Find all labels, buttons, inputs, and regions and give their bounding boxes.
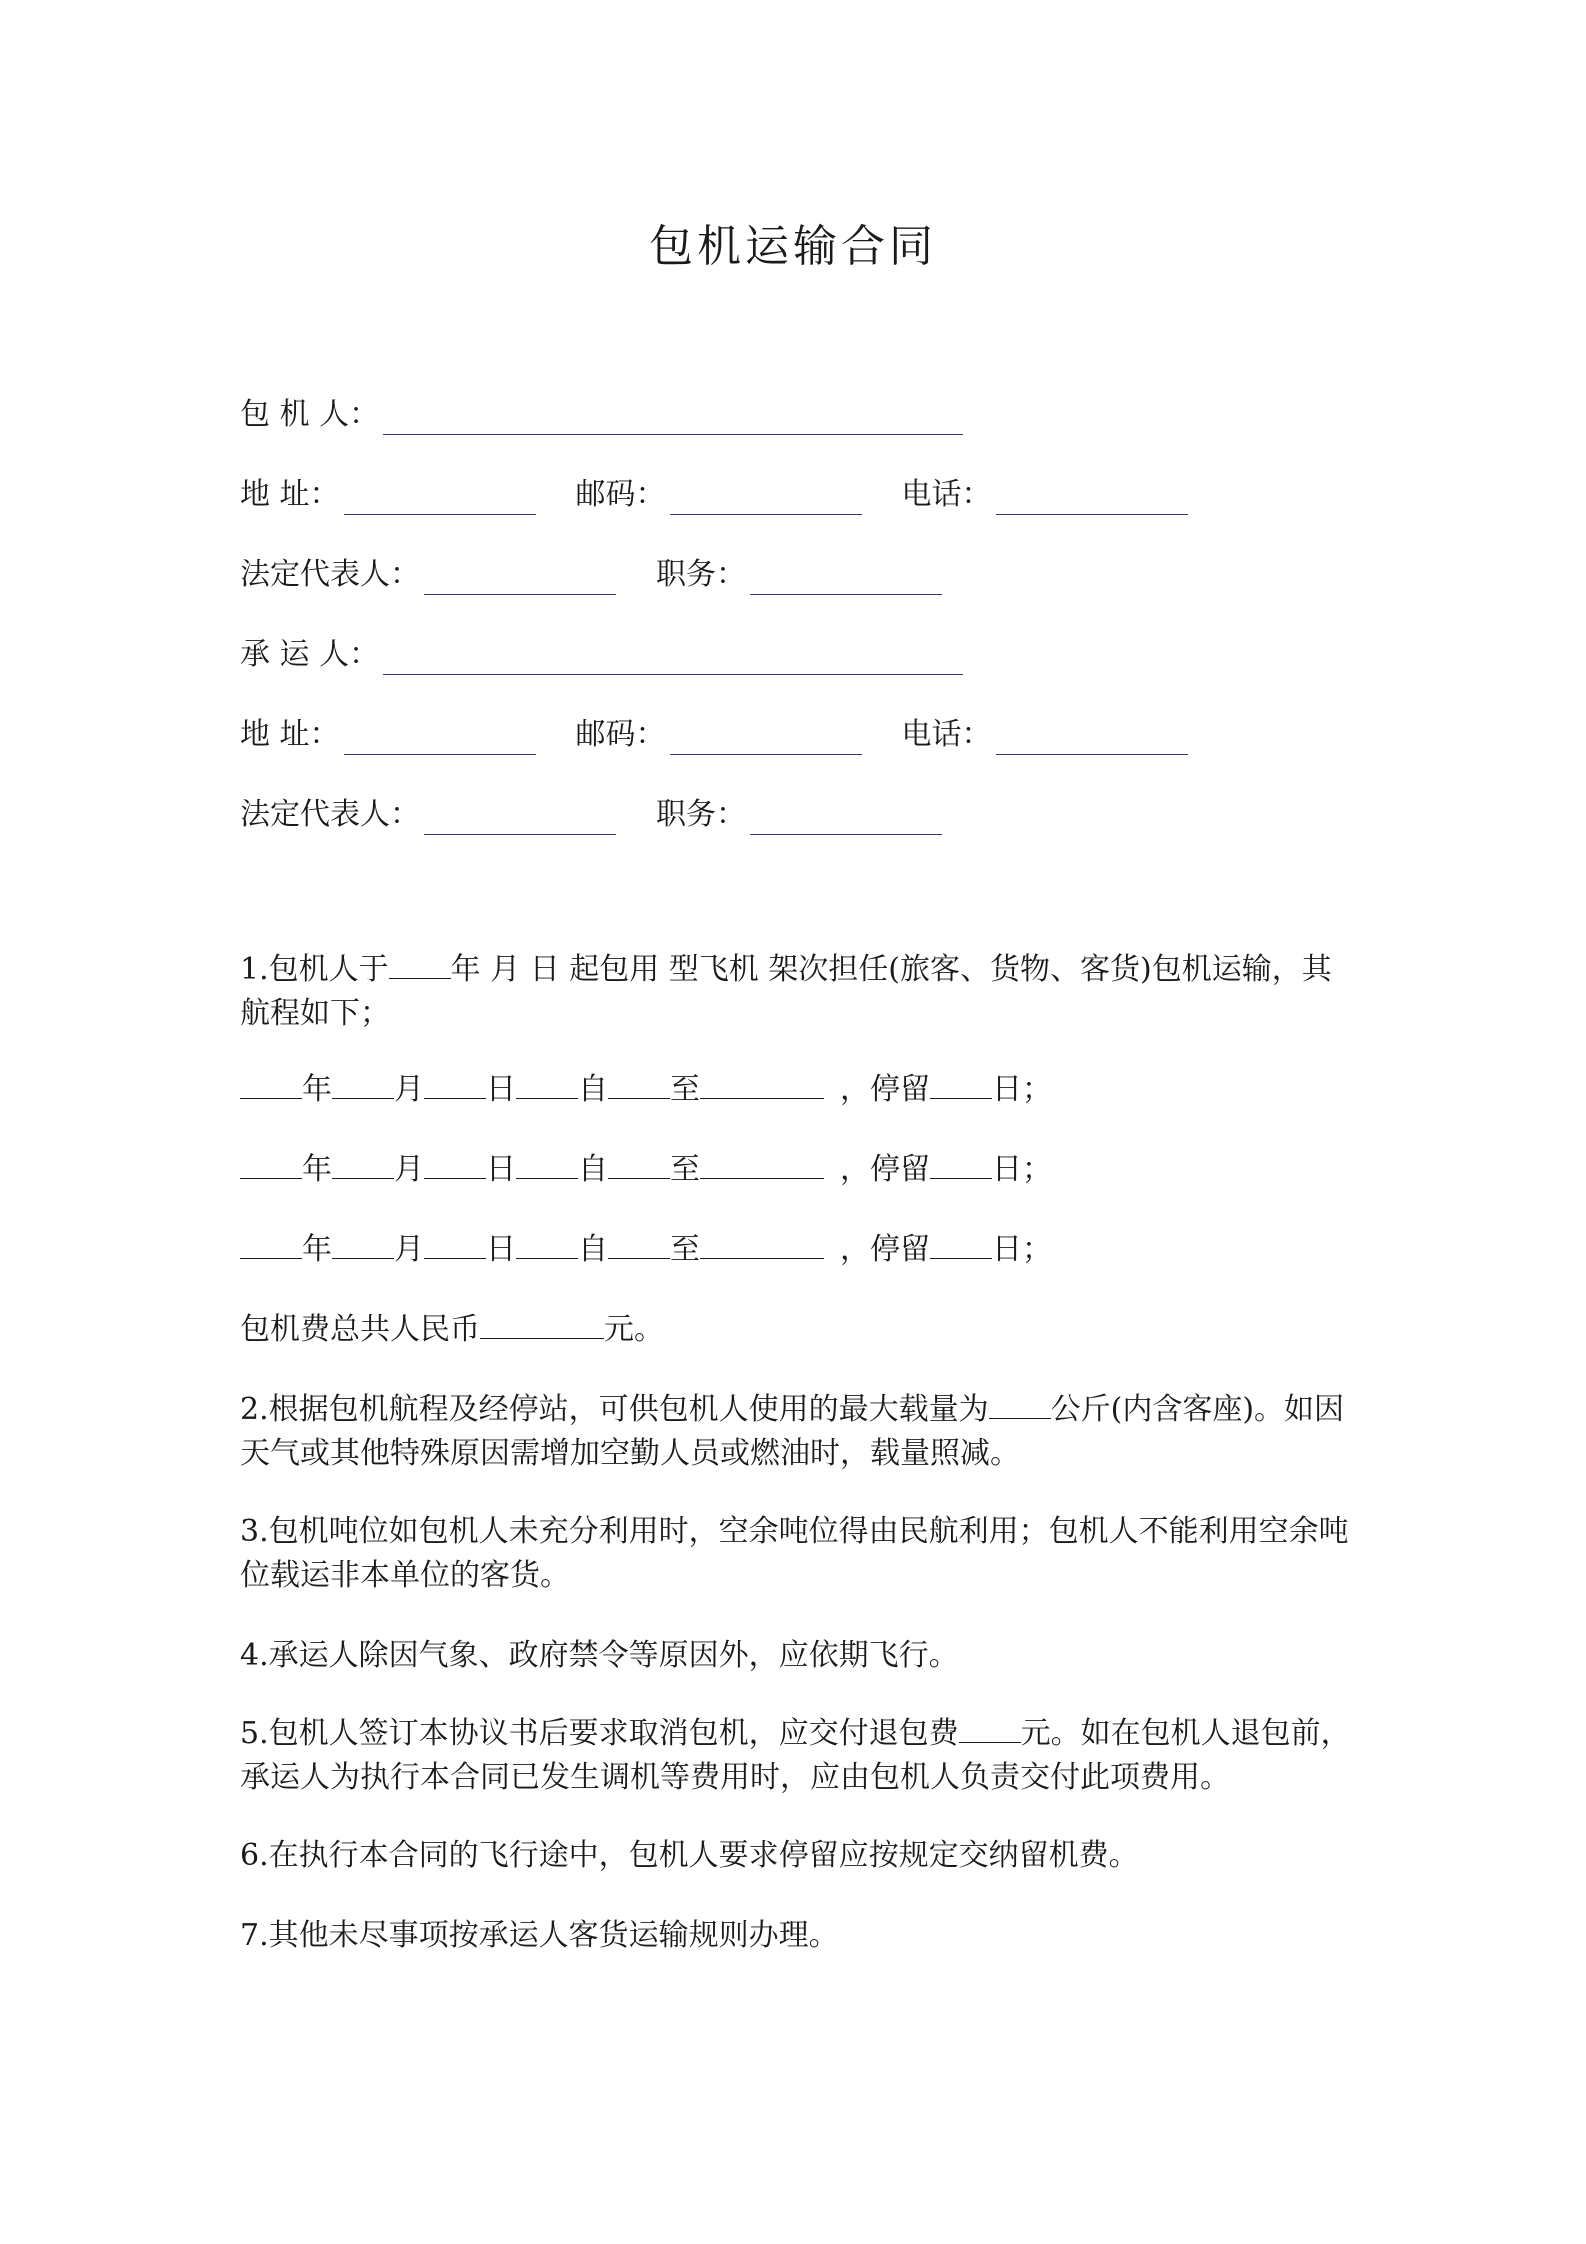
schedule-stay-field[interactable] (930, 1070, 992, 1099)
charter-fee-unit: 元。 (604, 1312, 664, 1347)
charter-fee-field[interactable] (480, 1310, 604, 1339)
clause-1-text-a: 1.包机人于 (240, 952, 389, 987)
postcode-label: 邮码： (575, 717, 666, 752)
legal-rep-label: 法定代表人： (240, 797, 420, 832)
postcode-label: 邮码： (575, 477, 666, 512)
schedule-to-label: 至 (670, 1072, 700, 1107)
clause-6: 6.在执行本合同的飞行途中，包机人要求停留应按规定交纳留机费。 (240, 1838, 1139, 1873)
schedule-to-label: 至 (670, 1232, 700, 1267)
schedule-to-field[interactable] (608, 1150, 670, 1179)
charterer-address-row (240, 475, 1192, 515)
schedule-year-field[interactable] (240, 1150, 302, 1179)
carrier-rep-field[interactable] (424, 806, 616, 835)
carrier-phone-field[interactable] (996, 726, 1188, 755)
schedule-year-field[interactable] (240, 1230, 302, 1259)
position-label: 职务： (656, 557, 746, 592)
schedule-year-label: 年 (302, 1232, 332, 1267)
clause-5 (240, 1712, 1360, 1800)
carrier-address-field[interactable] (344, 726, 536, 755)
carrier-rep-row (240, 795, 946, 835)
schedule-stay-label: ，停留 (840, 1152, 930, 1187)
schedule-stay-label: ，停留 (840, 1072, 930, 1107)
phone-label: 电话： (901, 717, 992, 752)
schedule-month-label: 月 (394, 1072, 424, 1107)
charterer-name-field[interactable] (383, 406, 963, 435)
legal-rep-label: 法定代表人： (240, 557, 420, 592)
schedule-day-label: 日 (486, 1232, 516, 1267)
clause-1-text-b: 年 月 日 起包用 型飞机 架次担任(旅客、货物、客货)包机运输，其航程如下； (240, 952, 1332, 1031)
address-label: 地 址： (240, 477, 340, 512)
carrier-address-row (240, 715, 1192, 755)
schedule-from-label: 自 (578, 1152, 608, 1187)
schedule-row (240, 1150, 1052, 1190)
schedule-year-field[interactable] (240, 1070, 302, 1099)
schedule-month-field[interactable] (332, 1230, 394, 1259)
clause-3: 3.包机吨位如包机人未充分利用时，空余吨位得由民航利用；包机人不能利用空余吨位载运非本单位的客货。 (240, 1514, 1349, 1593)
schedule-row (240, 1070, 1052, 1110)
schedule-to-field[interactable] (608, 1230, 670, 1259)
carrier-label: 承 运 人： (240, 637, 380, 672)
clause-5-text-b: 元。如在包机人退包前，承运人为执行本合同已发生调机等费用时，应由包机人负责交付此项费用。 (240, 1716, 1351, 1795)
clause-4: 4.承运人除因气象、政府禁令等原因外，应依期飞行。 (240, 1638, 959, 1673)
schedule-day-end-label: 日； (992, 1072, 1052, 1107)
charterer-rep-row (240, 555, 946, 595)
schedule-stay-field[interactable] (930, 1230, 992, 1259)
position-label: 职务： (656, 797, 746, 832)
schedule-from-field[interactable] (516, 1230, 578, 1259)
document-title: 包机运输合同 (649, 221, 937, 272)
schedule-month-field[interactable] (332, 1150, 394, 1179)
schedule-day-label: 日 (486, 1152, 516, 1187)
schedule-from-field[interactable] (516, 1070, 578, 1099)
schedule-destination-field[interactable] (700, 1070, 824, 1099)
schedule-day-end-label: 日； (992, 1152, 1052, 1187)
clause-1 (240, 948, 1360, 1036)
charterer-address-field[interactable] (344, 486, 536, 515)
clause-2-text-b: 公斤(内含客座)。如因天气或其他特殊原因需增加空勤人员或燃油时，载量照减。 (240, 1392, 1345, 1471)
charterer-postcode-field[interactable] (670, 486, 862, 515)
schedule-destination-field[interactable] (700, 1230, 824, 1259)
schedule-year-label: 年 (302, 1072, 332, 1107)
schedule-from-label: 自 (578, 1072, 608, 1107)
schedule-year-label: 年 (302, 1152, 332, 1187)
charterer-rep-field[interactable] (424, 566, 616, 595)
schedule-stay-label: ，停留 (840, 1232, 930, 1267)
carrier-name-field[interactable] (383, 646, 963, 675)
schedule-month-field[interactable] (332, 1070, 394, 1099)
phone-label: 电话： (901, 477, 992, 512)
schedule-day-field[interactable] (424, 1070, 486, 1099)
schedule-row (240, 1230, 1052, 1270)
schedule-destination-field[interactable] (700, 1150, 824, 1179)
schedule-day-field[interactable] (424, 1150, 486, 1179)
carrier-position-field[interactable] (750, 806, 942, 835)
clause-2 (240, 1388, 1360, 1476)
clause-7: 7.其他未尽事项按承运人客货运输规则办理。 (240, 1918, 839, 1953)
carrier-postcode-field[interactable] (670, 726, 862, 755)
charterer-phone-field[interactable] (996, 486, 1188, 515)
schedule-day-field[interactable] (424, 1230, 486, 1259)
charter-fee-row (240, 1310, 664, 1350)
charterer-row (240, 395, 967, 435)
schedule-from-label: 自 (578, 1232, 608, 1267)
clause-5-blank[interactable] (959, 1714, 1021, 1743)
schedule-to-field[interactable] (608, 1070, 670, 1099)
schedule-day-end-label: 日； (992, 1232, 1052, 1267)
charter-fee-label: 包机费总共人民币 (240, 1312, 480, 1347)
schedule-to-label: 至 (670, 1152, 700, 1187)
schedule-month-label: 月 (394, 1232, 424, 1267)
charterer-label: 包 机 人： (240, 397, 380, 432)
charterer-position-field[interactable] (750, 566, 942, 595)
clause-2-blank[interactable] (989, 1390, 1051, 1419)
clause-1-blank[interactable] (389, 950, 451, 979)
schedule-stay-field[interactable] (930, 1150, 992, 1179)
clause-5-text-a: 5.包机人签订本协议书后要求取消包机，应交付退包费 (240, 1716, 959, 1751)
carrier-row (240, 635, 967, 675)
address-label: 地 址： (240, 717, 340, 752)
schedule-from-field[interactable] (516, 1150, 578, 1179)
schedule-month-label: 月 (394, 1152, 424, 1187)
clause-2-text-a: 2.根据包机航程及经停站，可供包机人使用的最大载量为 (240, 1392, 989, 1427)
schedule-day-label: 日 (486, 1072, 516, 1107)
